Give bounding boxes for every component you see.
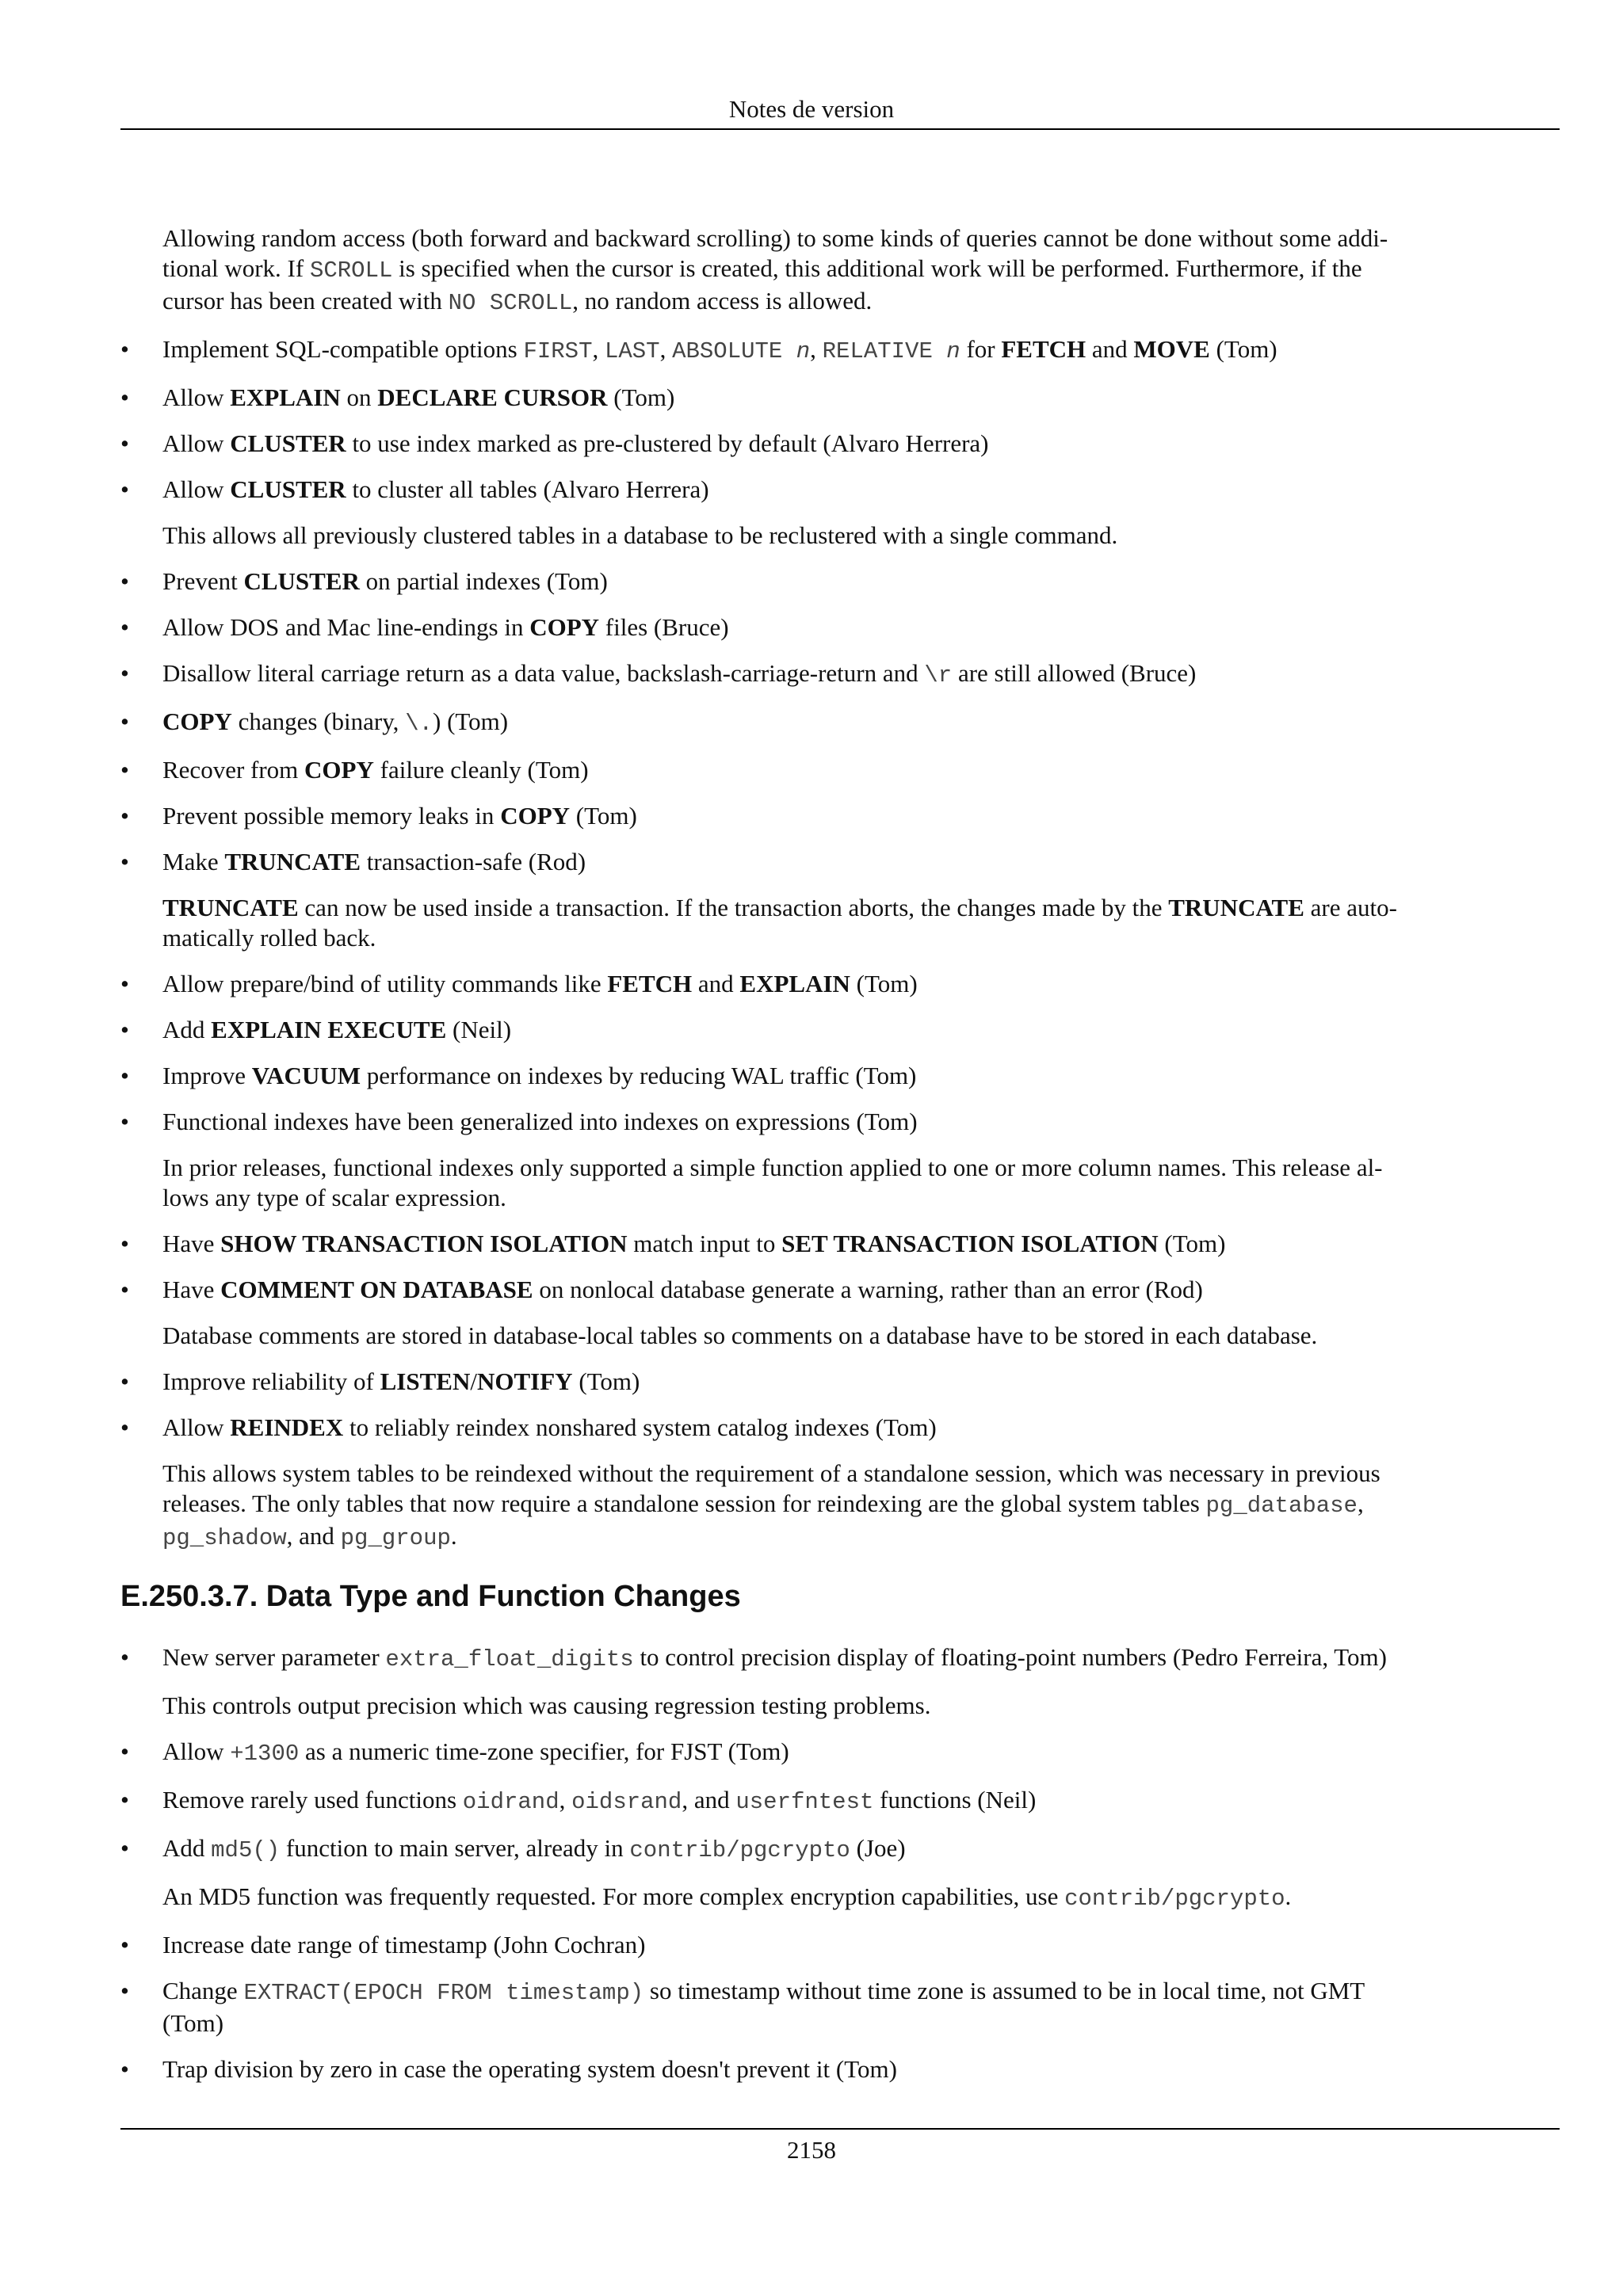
list-item-show-isolation: • Have SHOW TRANSACTION ISOLATION match input to SET TRANSACTION ISOLATION (Tom) bbox=[120, 1230, 1226, 1257]
cluster-all-note: This allows all previously clustered tables in a database to be reclustered with a single command. bbox=[162, 521, 1118, 549]
section-heading: E.250.3.7. Data Type and Function Changes bbox=[120, 1580, 741, 1613]
page-body bbox=[120, 223, 1560, 2084]
bullet-icon: • bbox=[120, 1643, 129, 1671]
footer-rule bbox=[120, 2128, 1560, 2130]
bullet-icon: • bbox=[120, 475, 129, 503]
list-item-prepare-bind: • Allow prepare/bind of utility commands like FETCH and EXPLAIN (Tom) bbox=[120, 970, 918, 997]
list-item-copy-recover: • Recover from COPY failure cleanly (Tom) bbox=[120, 756, 589, 784]
list-item-cluster-all: • Allow CLUSTER to cluster all tables (Alvaro Herrera) bbox=[120, 475, 709, 503]
bullet-icon: • bbox=[120, 567, 129, 595]
list-item-functional-indexes: • Functional indexes have been generalized into indexes on expressions (Tom) bbox=[120, 1108, 918, 1135]
list-item-fetch-options: • Implement SQL-compatible options FIRST, LAST, ABSOLUTE n, RELATIVE n for FETCH and MOVE (Tom) bbox=[120, 335, 1277, 364]
bullet-icon: • bbox=[120, 383, 129, 411]
comment-database-note: Database comments are stored in database-local tables so comments on a database have to be stored in each database. bbox=[162, 1322, 1318, 1349]
bullet-icon: • bbox=[120, 1276, 129, 1303]
list-item-extract-epoch: • Change EXTRACT(EPOCH FROM timestamp) so timestamp without time zone is assumed to be in local time, not GMT (Tom) bbox=[120, 1977, 1365, 2037]
reindex-note: This allows system tables to be reindexed without the requirement of a standalone session, which was necessary in previous releases. The only tables that now require a standalone session for reindexing are the global system tables pg_database, pg_shadow, and pg_group. bbox=[162, 1459, 1381, 1551]
list-item-explain-cursor: • Allow EXPLAIN on DECLARE CURSOR (Tom) bbox=[120, 383, 675, 411]
list-item-reindex: • Allow REINDEX to reliably reindex nonshared system catalog indexes (Tom) bbox=[120, 1413, 937, 1441]
list-item-copy-changes: • COPY changes (binary, \.) (Tom) bbox=[120, 707, 509, 737]
bullet-icon: • bbox=[120, 1786, 129, 1814]
bullet-icon: • bbox=[120, 1062, 129, 1089]
bullet-icon: • bbox=[120, 335, 129, 363]
code-scroll: SCROLL bbox=[309, 257, 393, 284]
list-item-copy-line-endings: • Allow DOS and Mac line-endings in COPY files (Bruce) bbox=[120, 613, 729, 641]
list-item-carriage-return: • Disallow literal carriage return as a data value, backslash-carriage-return and \r are still allowed (Bruce) bbox=[120, 659, 1197, 688]
bullet-icon: • bbox=[120, 613, 129, 641]
list-item-comment-database: • Have COMMENT ON DATABASE on nonlocal database generate a warning, rather than an error (Rod) bbox=[120, 1276, 1203, 1303]
extra-float-digits-note: This controls output precision which was causing regression testing problems. bbox=[162, 1691, 931, 1719]
bullet-icon: • bbox=[120, 429, 129, 457]
bullet-icon: • bbox=[120, 970, 129, 997]
code-no-scroll: NO SCROLL bbox=[448, 290, 573, 316]
bullet-icon: • bbox=[120, 1977, 129, 2004]
list-item-cluster-partial: • Prevent CLUSTER on partial indexes (Tom) bbox=[120, 567, 608, 595]
bullet-icon: • bbox=[120, 1834, 129, 1862]
md5-note: An MD5 function was frequently requested. For more complex encryption capabilities, use contrib/pgcrypto. bbox=[162, 1882, 1292, 1912]
header-rule bbox=[120, 128, 1560, 130]
bullet-icon: • bbox=[120, 1413, 129, 1441]
bullet-icon: • bbox=[120, 659, 129, 687]
list-item-division-by-zero: • Trap division by zero in case the operating system doesn't prevent it (Tom) bbox=[120, 2055, 897, 2083]
list-item-listen-notify: • Improve reliability of LISTEN/NOTIFY (Tom) bbox=[120, 1367, 640, 1395]
list-item-explain-execute: • Add EXPLAIN EXECUTE (Neil) bbox=[120, 1016, 512, 1043]
running-header: Notes de version bbox=[728, 95, 895, 123]
bullet-icon: • bbox=[120, 802, 129, 830]
list-item-remove-functions: • Remove rarely used functions oidrand, oidsrand, and userfntest functions (Neil) bbox=[120, 1786, 1037, 1815]
list-item-copy-leaks: • Prevent possible memory leaks in COPY (Tom) bbox=[120, 802, 637, 830]
truncate-note: TRUNCATE can now be used inside a transaction. If the transaction aborts, the changes made by the TRUNCATE are auto- matically rolled back. bbox=[162, 894, 1397, 952]
bullet-icon: • bbox=[120, 2055, 129, 2083]
scroll-paragraph: Allowing random access (both forward and backward scrolling) to some kinds of queries cannot be done without some addi- tional work. If SCROLL is specified when the cursor is created, this additional work will be performed. Furthermore, if the cursor has been created with NO SCROLL, no random access is allowed. bbox=[162, 224, 1388, 316]
bullet-icon: • bbox=[120, 1016, 129, 1043]
bullet-icon: • bbox=[120, 1931, 129, 1958]
list-item-date-range: • Increase date range of timestamp (John Cochran) bbox=[120, 1931, 646, 1958]
bullet-icon: • bbox=[120, 1108, 129, 1135]
list-item-truncate: • Make TRUNCATE transaction-safe (Rod) bbox=[120, 848, 586, 875]
bullet-icon: • bbox=[120, 1737, 129, 1765]
bullet-icon: • bbox=[120, 756, 129, 784]
bullet-icon: • bbox=[120, 707, 129, 735]
bullet-icon: • bbox=[120, 1230, 129, 1257]
bullet-icon: • bbox=[120, 1367, 129, 1395]
list-item-extra-float-digits: • New server parameter extra_float_digits to control precision display of floating-point numbers (Pedro Ferreira, Tom) bbox=[120, 1643, 1387, 1672]
functional-indexes-note: In prior releases, functional indexes only supported a simple function applied to one or more column names. This release al- lows any type of scalar expression. bbox=[162, 1154, 1383, 1211]
bullet-icon: • bbox=[120, 848, 129, 875]
list-item-vacuum: • Improve VACUUM performance on indexes by reducing WAL traffic (Tom) bbox=[120, 1062, 917, 1089]
list-item-timezone-1300: • Allow +1300 as a numeric time-zone specifier, for FJST (Tom) bbox=[120, 1737, 789, 1767]
page-number: 2158 bbox=[787, 2136, 836, 2164]
list-item-md5: • Add md5() function to main server, already in contrib/pgcrypto (Joe) bbox=[120, 1834, 906, 1863]
list-item-cluster-preclustered: • Allow CLUSTER to use index marked as pre-clustered by default (Alvaro Herrera) bbox=[120, 429, 989, 457]
